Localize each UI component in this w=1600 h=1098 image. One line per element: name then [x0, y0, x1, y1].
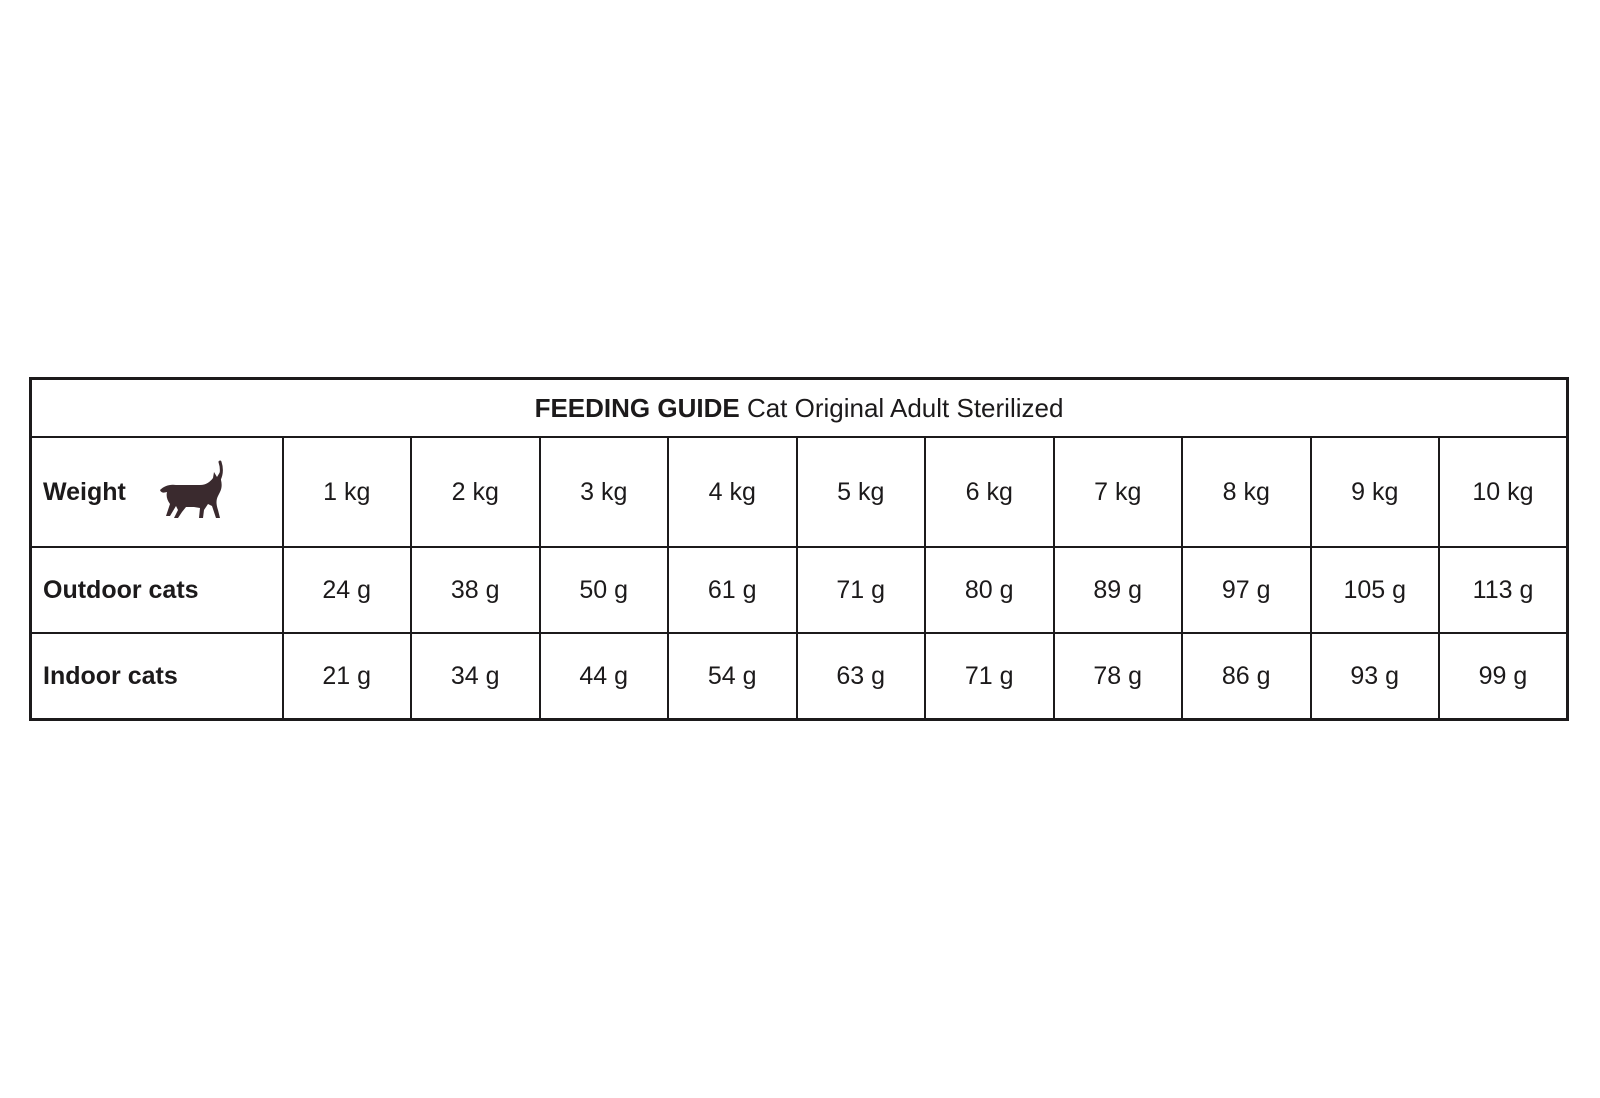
weight-10kg: 10 kg	[1439, 437, 1568, 547]
table-title	[31, 379, 1568, 438]
weight-6kg: 6 kg	[925, 437, 1054, 547]
outdoor-value: 113 g	[1439, 547, 1568, 633]
weight-3kg: 3 kg	[540, 437, 669, 547]
indoor-value: 99 g	[1439, 633, 1568, 720]
indoor-value: 54 g	[668, 633, 797, 720]
weight-2kg: 2 kg	[411, 437, 540, 547]
row-label-indoor: Indoor cats	[31, 633, 283, 720]
row-label-outdoor: Outdoor cats	[31, 547, 283, 633]
indoor-value: 86 g	[1182, 633, 1311, 720]
outdoor-value: 50 g	[540, 547, 669, 633]
weight-1kg: 1 kg	[283, 437, 412, 547]
indoor-value: 63 g	[797, 633, 926, 720]
weight-9kg: 9 kg	[1311, 437, 1440, 547]
outdoor-value: 97 g	[1182, 547, 1311, 633]
table-row-indoor	[31, 633, 1568, 720]
weight-label-cell	[31, 437, 283, 547]
indoor-value: 21 g	[283, 633, 412, 720]
table-title-bold: FEEDING GUIDE	[534, 392, 740, 423]
weight-header-row	[31, 437, 1568, 547]
indoor-value: 44 g	[540, 633, 669, 720]
weight-7kg: 7 kg	[1054, 437, 1183, 547]
table-title-row	[31, 379, 1568, 438]
outdoor-value: 61 g	[668, 547, 797, 633]
weight-label: Weight	[43, 477, 126, 506]
cat-icon	[156, 460, 224, 524]
outdoor-value: 105 g	[1311, 547, 1440, 633]
weight-5kg: 5 kg	[797, 437, 926, 547]
indoor-value: 93 g	[1311, 633, 1440, 720]
outdoor-value: 89 g	[1054, 547, 1183, 633]
outdoor-value: 80 g	[925, 547, 1054, 633]
outdoor-value: 71 g	[797, 547, 926, 633]
indoor-value: 78 g	[1054, 633, 1183, 720]
indoor-value: 34 g	[411, 633, 540, 720]
table-row-outdoor	[31, 547, 1568, 633]
indoor-value: 71 g	[925, 633, 1054, 720]
outdoor-value: 24 g	[283, 547, 412, 633]
weight-8kg: 8 kg	[1182, 437, 1311, 547]
table-title-product: Cat Original Adult Sterilized	[746, 392, 1064, 423]
weight-4kg: 4 kg	[668, 437, 797, 547]
outdoor-value: 38 g	[411, 547, 540, 633]
feeding-guide-table	[29, 377, 1569, 721]
